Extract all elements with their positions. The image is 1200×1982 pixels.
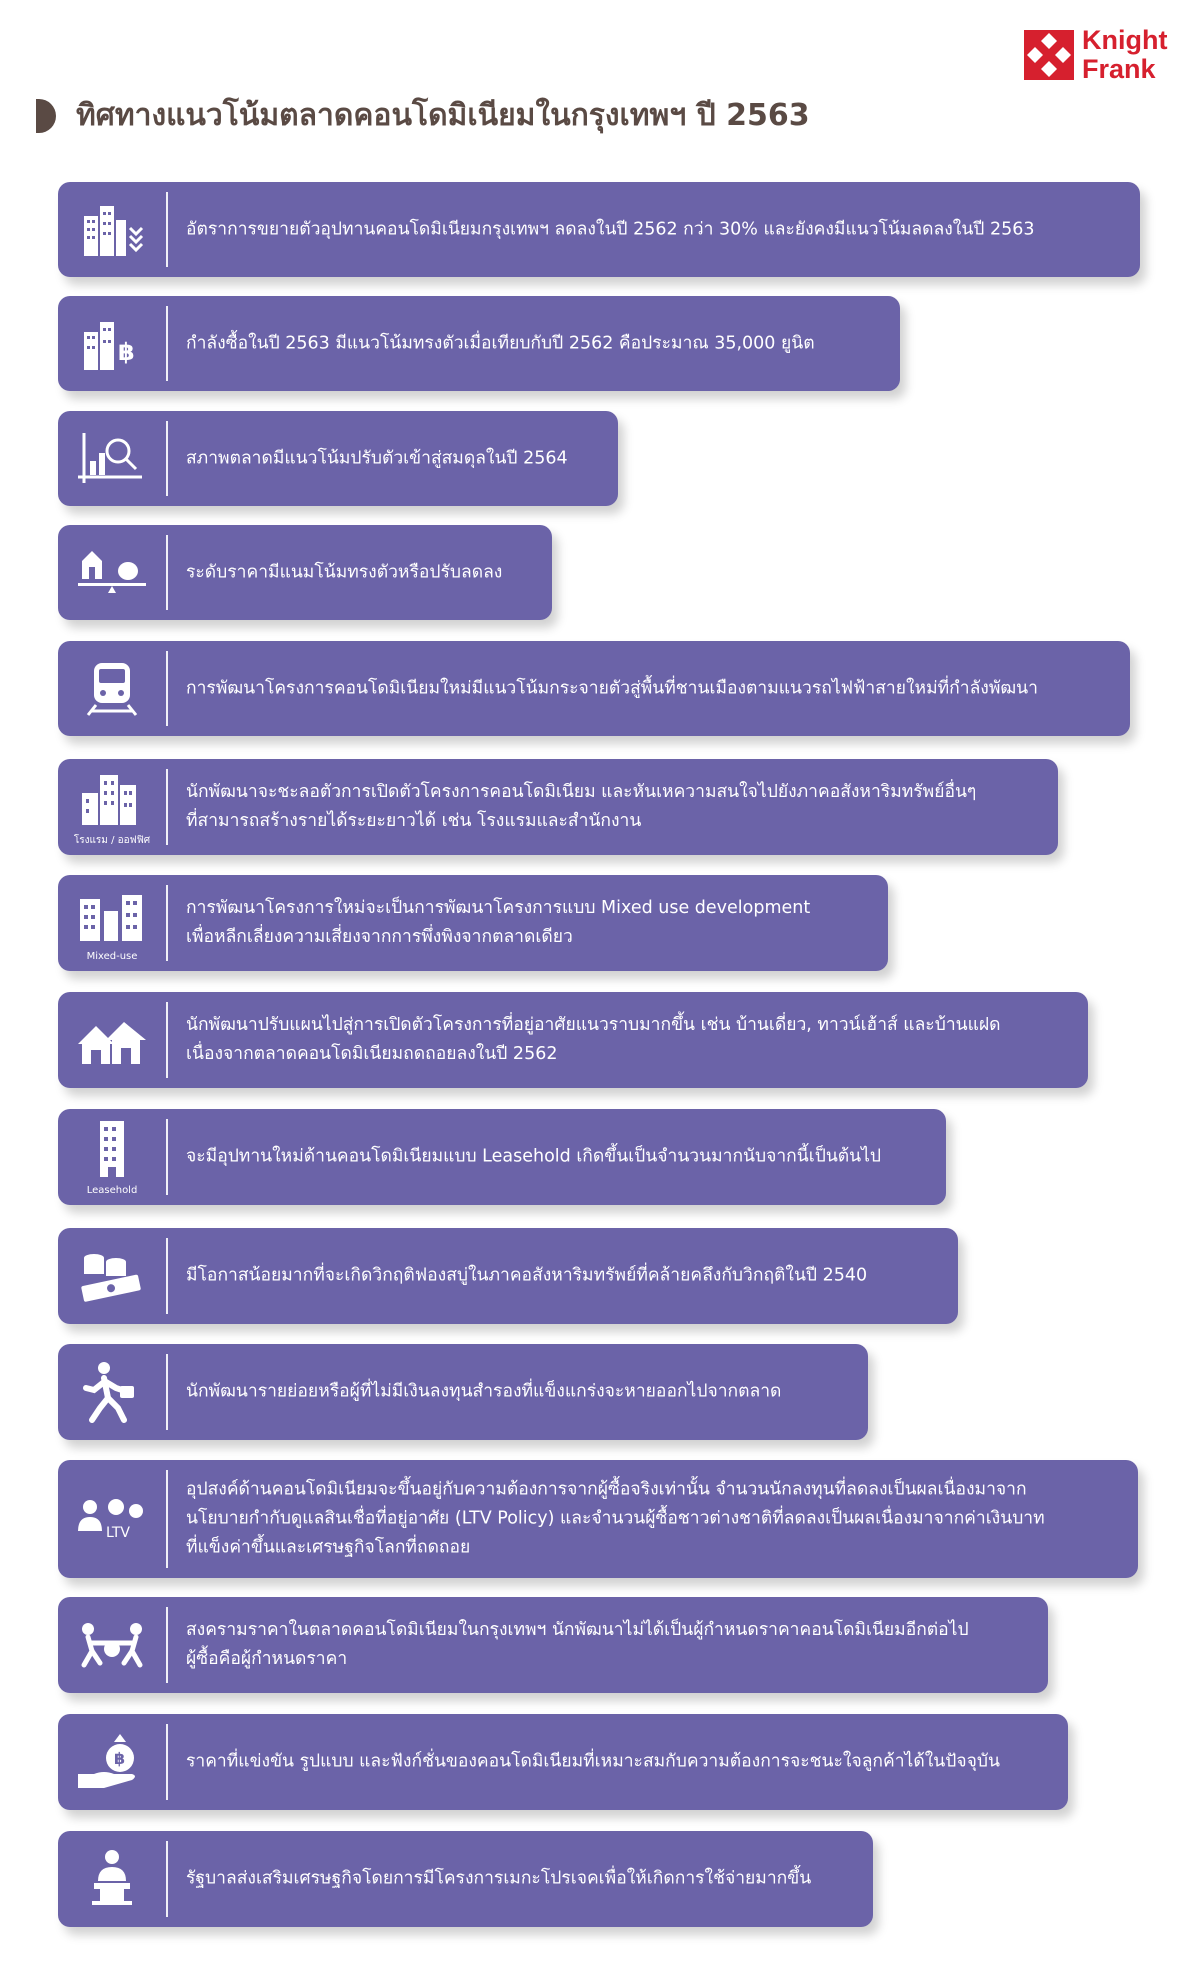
list-item — [58, 1714, 1068, 1810]
list-item — [58, 759, 1058, 855]
mixed-use-icon — [74, 885, 150, 949]
item-text: มีโอกาสน้อยมากที่จะเกิดวิกฤติฟองสบู่ในภาคอสังหาริมทรัพย์ที่คล้ายคลึงกับวิกฤติในปี 2540 — [186, 1265, 868, 1286]
item-text: การพัฒนาโครงการใหม่จะเป็นการพัฒนาโครงการแบบ Mixed use development เพื่อหลีกเลี่ยงความเสี่ยงจากการพึ่งพิงจากตลาดเดียว — [186, 898, 811, 947]
list-item — [58, 182, 1140, 277]
svg-text:฿: ฿ — [118, 337, 135, 366]
list-item — [58, 641, 1130, 736]
market-analysis-icon — [74, 427, 150, 491]
leasehold-tower-icon — [74, 1119, 150, 1183]
knight-frank-logo — [1024, 26, 1174, 86]
icon-caption: Leasehold — [86, 1185, 138, 1196]
item-text: อุปสงค์ด้านคอนโดมิเนียมจะขึ้นอยู่กับความต้องการจากผู้ซื้อจริงเท่านั้น จำนวนนักลงทุนที่ลดลงเป็นผลเนื่องมาจาก นโยบายกำกับดูแลสินเชื่อที่อยู่อาศัย (LTV Policy) และจำนวนผู้ซื้อชาวต่างชาติที่ลดลงเป็นผลเนื่องมาจากค่าเงินบาท ที่แข็งค่าขึ้นและเศรษฐกิจโลกที่ถดถอย — [186, 1479, 1045, 1558]
item-text: จะมีอุปทานใหม่ด้านคอนโดมิเนียมแบบ Leasehold เกิดขึ้นเป็นจำนวนมากนับจากนี้เป็นต้นไป — [186, 1146, 882, 1167]
list-item — [58, 296, 900, 391]
list-item — [58, 1344, 868, 1440]
list-item — [58, 1109, 946, 1205]
item-text: นักพัฒนาจะชะลอตัวการเปิดตัวโครงการคอนโดมิเนียม และหันเหความสนใจไปยังภาคอสังหาริมทรัพย์อื่นๆ ที่สามารถสร้างรายได้ระยะยาวได้ เช่น โรงแรมและสำนักงาน — [186, 782, 977, 831]
list-item — [58, 1228, 958, 1324]
list-item — [58, 411, 618, 506]
item-text: กำลังซื้อในปี 2563 มีแนวโน้มทรงตัวเมื่อเทียบกับปี 2562 คือประมาณ 35,000 ยูนิต — [186, 333, 815, 353]
item-text: สภาพตลาดมีแนวโน้มปรับตัวเข้าสู่สมดุลในปี 2564 — [186, 448, 568, 468]
svg-text:฿: ฿ — [114, 1749, 126, 1768]
brand-line-2: Frank — [1082, 54, 1156, 84]
svg-text:LTV: LTV — [106, 1525, 131, 1541]
item-text: ระดับราคามีแนมโน้มทรงตัวหรือปรับลดลง — [186, 562, 503, 582]
price-balance-icon — [74, 541, 150, 605]
ltv-buyer-icon — [74, 1487, 150, 1551]
brand-line-1: Knight — [1082, 25, 1168, 55]
logo-mark-icon — [1024, 30, 1074, 80]
houses-icon — [74, 1008, 150, 1072]
item-text: รัฐบาลส่งเสริมเศรษฐกิจโดยการมีโครงการเมกะโปรเจคเพื่อให้เกิดการใช้จ่ายมากขึ้น — [186, 1868, 812, 1889]
item-text: การพัฒนาโครงการคอนโดมิเนียมใหม่มีแนวโน้มกระจายตัวสู่พื้นที่ชานเมืองตามแนวรถไฟฟ้าสายใหม่ที่กำลังพัฒนา — [186, 678, 1038, 698]
tug-of-war-icon — [74, 1613, 150, 1677]
item-text: นักพัฒนารายย่อยหรือผู้ที่ไม่มีเงินลงทุนสำรองที่แข็งแกร่งจะหายออกไปจากตลาด — [186, 1381, 782, 1402]
item-text: ราคาที่แข่งขัน รูปแบบ และฟังก์ชั่นของคอนโดมิเนียมที่เหมาะสมกับความต้องการจะชนะใจลูกค้าได้ในปัจจุบัน — [186, 1751, 1000, 1772]
page-title: ทิศทางแนวโน้มตลาดคอนโดมิเนียมในกรุงเทพฯ ปี 2563 — [76, 98, 810, 133]
item-text: อัตราการขยายตัวอุปทานคอนโดมิเนียมกรุงเทพฯ ลดลงในปี 2562 กว่า 30% และยังคงมีแนวโน้มลดลงในปี 2563 — [186, 219, 1035, 239]
item-text: สงครามราคาในตลาดคอนโดมิเนียมในกรุงเทพฯ นักพัฒนาไม่ได้เป็นผู้กำหนดราคาคอนโดมิเนียมอีกต่อไป ผู้ซื้อคือผู้กำหนดราคา — [186, 1620, 969, 1669]
list-item — [58, 1460, 1138, 1578]
item-text: นักพัฒนาปรับแผนไปสู่การเปิดตัวโครงการที่อยู่อาศัยแนวราบมากขึ้น เช่น บ้านเดี่ยว, ทาวน์เฮ้าส์ และบ้านแฝด เนื่องจากตลาดคอนโดมิเนียมถดถอยลงในปี 2562 — [186, 1015, 1001, 1064]
icon-caption: โรงแรม / ออฟฟิศ — [73, 835, 151, 846]
money-stack-icon — [74, 1244, 150, 1308]
list-item — [58, 525, 552, 620]
title-accent-bar — [36, 99, 56, 133]
list-item — [58, 1597, 1048, 1693]
icon-caption: Mixed-use — [86, 951, 138, 962]
government-speaker-icon — [74, 1847, 150, 1911]
train-icon — [74, 657, 150, 721]
list-item — [58, 992, 1088, 1088]
list-item — [58, 875, 888, 971]
list-item — [58, 1831, 873, 1927]
hotel-office-icon — [74, 769, 150, 833]
running-man-icon — [74, 1360, 150, 1424]
hand-money-bag-icon — [74, 1730, 150, 1794]
buildings-decrease-icon — [74, 198, 150, 262]
buildings-baht-icon — [74, 312, 150, 376]
